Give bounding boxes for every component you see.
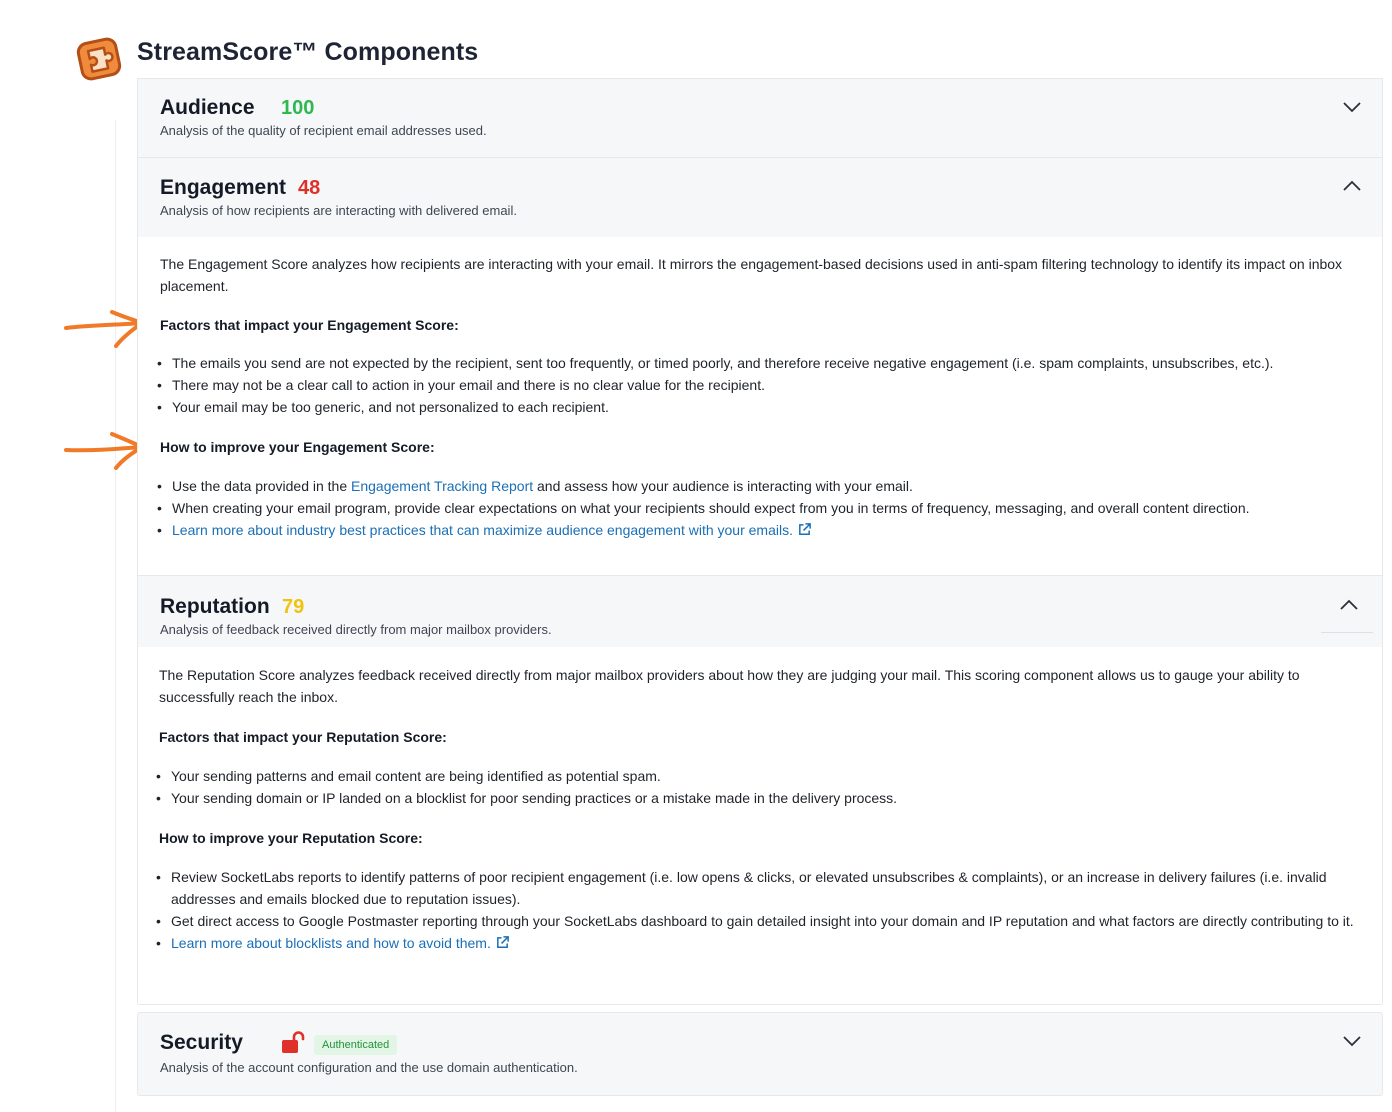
list-item: • Your email may be too generic, and not personalized to each recipient. bbox=[138, 396, 1384, 418]
engagement-factors-heading: Factors that impact your Engagement Score: bbox=[160, 317, 459, 333]
engagement-best-practices-link[interactable] bbox=[172, 522, 812, 538]
engagement-header[interactable] bbox=[137, 157, 1383, 237]
audience-section bbox=[137, 78, 1383, 158]
list-item: • The emails you send are not expected by the recipient, sent too frequently, or timed poorly, and therefore receive negative engagement (i.e. spam complaints, unsubscribes, etc.). bbox=[138, 352, 1384, 374]
external-link-icon bbox=[797, 522, 812, 537]
list-item: • Your sending patterns and email content are being identified as potential spam. bbox=[137, 765, 1383, 787]
list-item: • Your sending domain or IP landed on a blocklist for poor sending practices or a mistake made in the delivery process. bbox=[137, 787, 1383, 809]
audience-score: 100 bbox=[281, 97, 315, 119]
engagement-intro: The Engagement Score analyzes how recipients are interacting with your email. It mirrors the engagement-based decisions used in anti-spam filtering technology to identify its impact on inbox placement. bbox=[160, 256, 1343, 294]
list-item bbox=[138, 519, 1384, 541]
puzzle-piece-logo-icon bbox=[74, 35, 124, 83]
left-rail-divider bbox=[115, 120, 116, 1112]
engagement-score: 48 bbox=[298, 177, 321, 199]
list-item-text: and assess how your audience is interacting with your email. bbox=[533, 478, 913, 494]
external-link-icon bbox=[495, 935, 510, 950]
chevron-down-icon[interactable] bbox=[1342, 1035, 1362, 1047]
chevron-up-icon[interactable] bbox=[1339, 599, 1359, 611]
security-description: Analysis of the account configuration and the use domain authentication. bbox=[160, 1060, 578, 1075]
link-text: Learn more about industry best practices that can maximize audience engagement with your emails. bbox=[172, 522, 793, 538]
chevron-down-icon[interactable] bbox=[1342, 101, 1362, 113]
reputation-factors-heading: Factors that impact your Reputation Score: bbox=[159, 729, 447, 745]
link-text: Learn more about blocklists and how to avoid them. bbox=[171, 935, 491, 951]
reputation-title: Reputation bbox=[160, 595, 270, 618]
list-item: • There may not be a clear call to action in your email and there is no clear value for the recipient. bbox=[138, 374, 1384, 396]
engagement-tracking-report-link[interactable]: Engagement Tracking Report bbox=[351, 478, 534, 494]
audience-title: Audience bbox=[160, 96, 255, 119]
annotation-arrow-icon bbox=[62, 430, 146, 470]
security-section bbox=[137, 1012, 1383, 1096]
page-title: StreamScore™ Components bbox=[137, 38, 479, 66]
list-item-text: Use the data provided in the bbox=[172, 478, 352, 494]
security-header[interactable] bbox=[137, 1012, 1383, 1096]
reputation-improve-list bbox=[137, 866, 1363, 954]
reputation-body bbox=[137, 647, 1383, 1005]
engagement-section bbox=[137, 157, 1383, 575]
list-item: • Review SocketLabs reports to identify patterns of poor recipient engagement (i.e. low opens & clicks, or elevated unsubscribes & complaints), or an increase in delivery failures (i.e. invalid addresses and emails blocked due to reputation issues). bbox=[137, 866, 1363, 910]
engagement-factors-list bbox=[138, 352, 1384, 418]
reputation-description: Analysis of feedback received directly from major mailbox providers. bbox=[160, 622, 552, 637]
unlocked-padlock-icon bbox=[281, 1031, 305, 1055]
reputation-section bbox=[137, 575, 1383, 1005]
header-divider bbox=[1321, 632, 1373, 633]
blocklists-learn-more-link[interactable] bbox=[171, 935, 510, 951]
reputation-improve-heading: How to improve your Reputation Score: bbox=[159, 830, 423, 846]
annotation-arrow-icon bbox=[62, 308, 146, 348]
reputation-intro: The Reputation Score analyzes feedback received directly from major mailbox providers about how they are judging your mail. This scoring component allows us to gauge your ability to successfully reach the inbox. bbox=[159, 667, 1300, 705]
audience-header[interactable] bbox=[137, 78, 1383, 158]
list-item bbox=[138, 475, 1384, 497]
engagement-description: Analysis of how recipients are interacting with delivered email. bbox=[160, 203, 517, 218]
reputation-header[interactable] bbox=[137, 575, 1383, 647]
audience-description: Analysis of the quality of recipient email addresses used. bbox=[160, 123, 487, 138]
authenticated-badge: Authenticated bbox=[314, 1035, 397, 1055]
reputation-factors-list bbox=[137, 765, 1383, 809]
chevron-up-icon[interactable] bbox=[1342, 180, 1362, 192]
list-item bbox=[137, 932, 1363, 954]
engagement-improve-heading: How to improve your Engagement Score: bbox=[160, 439, 435, 455]
engagement-body bbox=[137, 237, 1383, 575]
engagement-improve-list bbox=[138, 475, 1384, 541]
engagement-title: Engagement bbox=[160, 176, 287, 199]
security-title: Security bbox=[160, 1031, 243, 1054]
reputation-score: 79 bbox=[282, 596, 305, 618]
list-item: • Get direct access to Google Postmaster reporting through your SocketLabs dashboard to gain detailed insight into your domain and IP reputation and what factors are directly contributing to it. bbox=[137, 910, 1363, 932]
list-item: • When creating your email program, provide clear expectations on what your recipients should expect from you in terms of frequency, messaging, and overall content direction. bbox=[138, 497, 1384, 519]
